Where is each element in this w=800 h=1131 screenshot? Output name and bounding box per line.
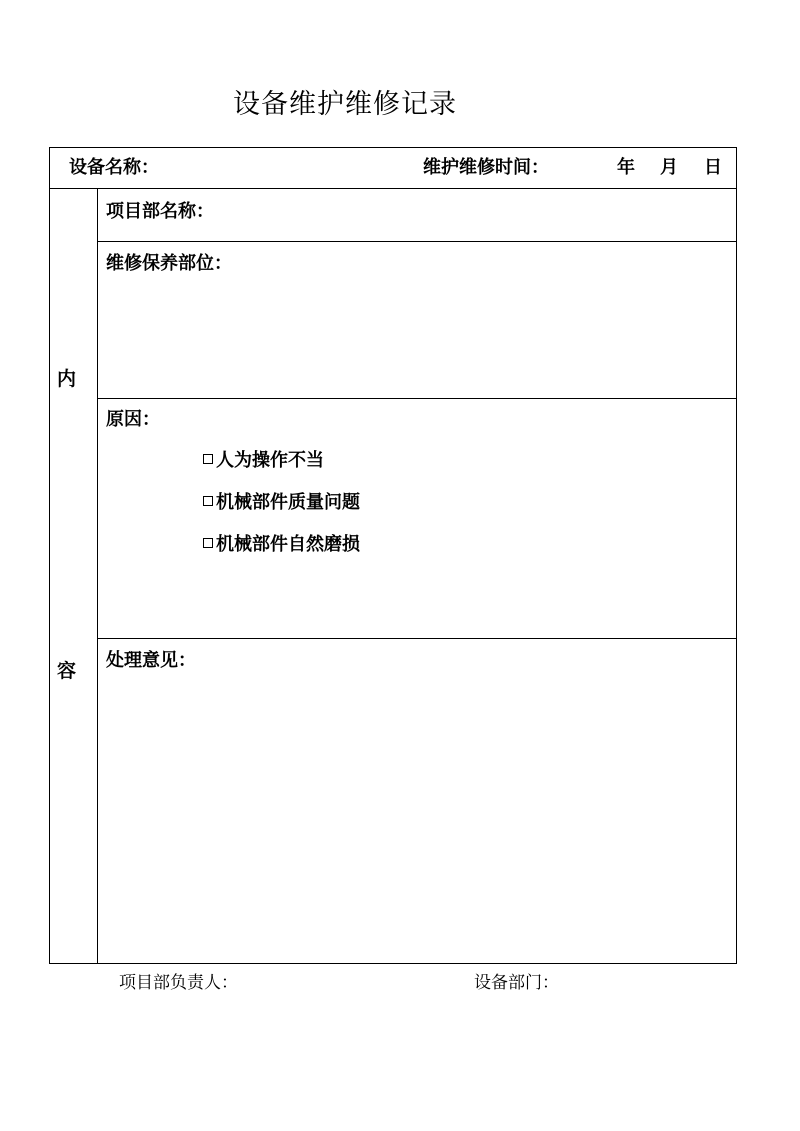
repair-part-label: 维修保养部位：: [106, 253, 232, 274]
project-row-divider: [97, 241, 737, 242]
checkbox-icon[interactable]: [203, 454, 213, 464]
cause-option-part-quality[interactable]: [203, 488, 360, 514]
year-label: 年: [617, 157, 635, 178]
cause-label: 原因：: [106, 409, 160, 430]
cause-option-human-error[interactable]: [203, 446, 324, 472]
project-dept-label: 项目部名称：: [106, 201, 214, 222]
header-row-divider: [49, 188, 737, 189]
cause-option-natural-wear[interactable]: [203, 530, 360, 556]
side-label-top: 内: [57, 368, 77, 390]
checkbox-icon[interactable]: [203, 538, 213, 548]
month-label: 月: [660, 157, 678, 178]
equipment-name-label: 设备名称：: [69, 157, 159, 178]
cause-option-label: 人为操作不当: [216, 450, 324, 471]
day-label: 日: [704, 157, 722, 178]
project-manager-label: 项目部负责人：: [119, 973, 238, 993]
maintenance-time-label: 维护维修时间：: [423, 157, 549, 178]
repair-part-divider: [97, 398, 737, 399]
checkbox-icon[interactable]: [203, 496, 213, 506]
cause-divider: [97, 638, 737, 639]
side-column-divider: [97, 188, 98, 964]
opinion-label: 处理意见：: [106, 650, 196, 671]
page-title: 设备维护维修记录: [233, 89, 457, 120]
cause-option-label: 机械部件质量问题: [216, 492, 360, 513]
equipment-dept-label: 设备部门：: [474, 973, 559, 993]
cause-option-label: 机械部件自然磨损: [216, 534, 360, 555]
side-label-bottom: 容: [57, 660, 77, 682]
